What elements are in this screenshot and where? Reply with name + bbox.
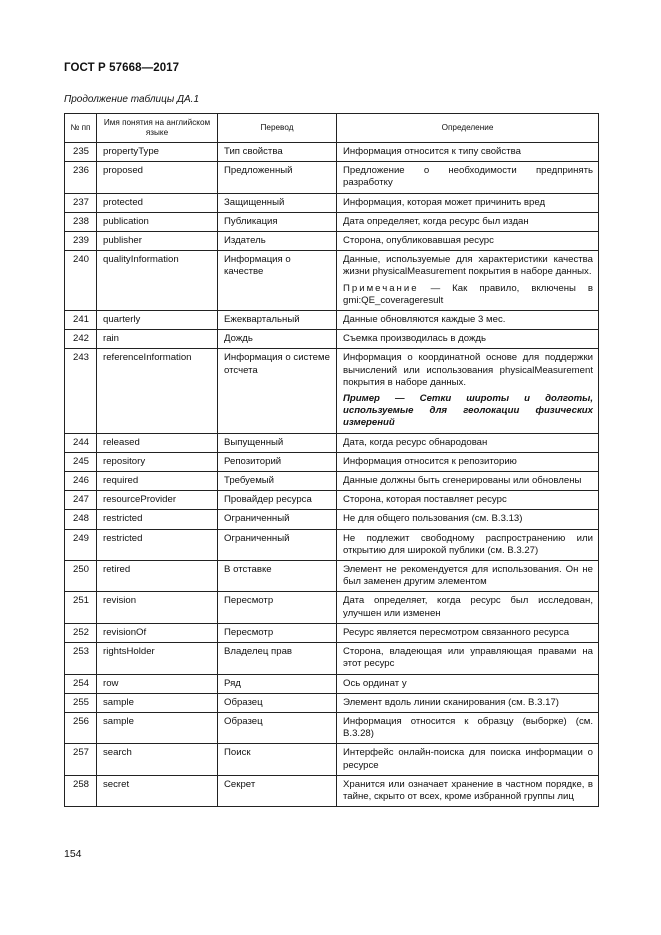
row-number: 244 [65,433,97,452]
row-number: 239 [65,232,97,251]
term-english: restricted [97,529,218,560]
term-english: rightsHolder [97,643,218,674]
term-english: search [97,744,218,775]
table-row [65,712,599,743]
term-english: revisionOf [97,623,218,642]
term-definition [337,529,599,560]
row-number: 257 [65,744,97,775]
term-english: propertyType [97,143,218,162]
term-english: restricted [97,510,218,529]
term-translation: Образец [218,693,337,712]
row-number: 237 [65,193,97,212]
definition-text: Данные обновляются каждые 3 мес. [343,314,506,326]
term-definition [337,330,599,349]
term-english: required [97,472,218,491]
definition-text: Хранится или означает хранение в частном порядке, в тайне, скрыто от всех, кроме избранной группы лиц [343,778,593,802]
term-translation: Образец [218,712,337,743]
table-row [65,330,599,349]
row-number: 236 [65,162,97,193]
term-translation: Выпущенный [218,433,337,452]
term-translation: Секрет [218,775,337,806]
table-row [65,232,599,251]
table-row [65,162,599,193]
term-english: revision [97,592,218,623]
row-number: 235 [65,143,97,162]
row-number: 242 [65,330,97,349]
term-english: referenceInformation [97,349,218,433]
definition-text: Дата определяет, когда ресурс был издан [343,215,529,227]
term-english: row [97,674,218,693]
term-definition [337,251,599,311]
page-number: 154 [64,848,82,860]
table-row [65,433,599,452]
term-definition [337,193,599,212]
table-row [65,693,599,712]
table-body [65,143,599,807]
term-english: released [97,433,218,452]
term-translation: Репозиторий [218,452,337,471]
table-row [65,561,599,592]
term-definition [337,433,599,452]
row-number: 238 [65,212,97,231]
term-definition [337,311,599,330]
table-row [65,775,599,806]
row-number: 250 [65,561,97,592]
term-definition [337,491,599,510]
term-definition [337,232,599,251]
row-number: 255 [65,693,97,712]
term-translation: Предложенный [218,162,337,193]
term-definition [337,592,599,623]
row-number: 253 [65,643,97,674]
row-number: 243 [65,349,97,433]
definition-text: Данные должны быть сгенерированы или обновлены [343,475,582,487]
table-caption: Продолжение таблицы ДА.1 [64,94,200,105]
term-translation: Владелец прав [218,643,337,674]
table-row [65,452,599,471]
term-translation: Ограниченный [218,510,337,529]
term-translation: Поиск [218,744,337,775]
row-number: 240 [65,251,97,311]
definition-text: Не для общего пользования (см. В.3.13) [343,513,523,525]
note-text: — Как правило, включены в gmi:QE_coverageresult [343,282,594,306]
term-translation: Провайдер ресурса [218,491,337,510]
term-translation: Информация о системе отсчета [218,349,337,433]
table-row [65,311,599,330]
term-definition [337,472,599,491]
term-english: quarterly [97,311,218,330]
term-definition [337,212,599,231]
note-label: Примечание [343,282,419,294]
definition-text: Информация о координатной основе для поддержки вычислений или использования physicalMeasurement покрытия в наборе данных. [343,352,593,388]
header-num: № пп [65,114,97,143]
definition-text: Предложение о необходимости предпринять разработку [343,165,593,189]
term-translation: Требуемый [218,472,337,491]
table-header-row [65,114,599,143]
term-definition [337,693,599,712]
row-number: 254 [65,674,97,693]
definition-text: Сторона, которая поставляет ресурс [343,494,507,506]
definition-text: Интерфейс онлайн-поиска для поиска информации о ресурсе [343,747,593,771]
row-number: 246 [65,472,97,491]
term-definition [337,623,599,642]
term-english: proposed [97,162,218,193]
table-row [65,193,599,212]
term-definition [337,674,599,693]
term-translation: Дождь [218,330,337,349]
terms-table [64,113,599,807]
term-english: resourceProvider [97,491,218,510]
definition-text: Дата определяет, когда ресурс был исследован, улучшен или изменен [343,595,593,619]
table-row [65,143,599,162]
row-number: 245 [65,452,97,471]
term-english: secret [97,775,218,806]
term-definition [337,510,599,529]
term-translation: Тип свойства [218,143,337,162]
definition-text: Элемент вдоль линии сканирования (см. В.3.17) [343,696,559,708]
row-number: 248 [65,510,97,529]
definition-text: Ось ординат y [343,677,407,689]
term-translation: Защищенный [218,193,337,212]
table-row [65,491,599,510]
term-definition [337,643,599,674]
table-row [65,643,599,674]
table-row [65,472,599,491]
term-definition [337,162,599,193]
table-row [65,674,599,693]
term-translation: Издатель [218,232,337,251]
definition-text: Данные, используемые для характеристики качества жизни physicalMeasurement покрытия в наборе данных. [343,254,593,278]
definition-text: Информация, которая может причинить вред [343,196,546,208]
definition-text: Ресурс является пересмотром связанного ресурса [343,626,570,638]
table-row [65,744,599,775]
header-english-name: Имя понятия на английском языке [97,114,218,143]
table-row [65,529,599,560]
table-row [65,349,599,433]
row-number: 247 [65,491,97,510]
term-translation: Пересмотр [218,592,337,623]
term-english: qualityInformation [97,251,218,311]
term-english: repository [97,452,218,471]
definition-text: Дата, когда ресурс обнародован [343,436,488,448]
row-number: 241 [65,311,97,330]
row-number: 252 [65,623,97,642]
term-english: rain [97,330,218,349]
header-definition: Определение [337,114,599,143]
header-translation: Перевод [218,114,337,143]
definition-text: Информация относится к образцу (выборке) (см. В.3.28) [343,715,593,740]
definition-text: Информация относится к типу свойства [343,146,521,157]
term-translation: Информация о качестве [218,251,337,311]
table-row [65,510,599,529]
term-english: publisher [97,232,218,251]
definition-text: Информация относится к репозиторию [343,455,517,467]
term-translation: Пересмотр [218,623,337,642]
term-english: publication [97,212,218,231]
term-definition [337,452,599,471]
term-translation: Ряд [218,674,337,693]
row-number: 249 [65,529,97,560]
term-english: sample [97,693,218,712]
term-english: sample [97,712,218,743]
row-number: 258 [65,775,97,806]
term-translation: Ежеквартальный [218,311,337,330]
table-row [65,212,599,231]
term-translation: Публикация [218,212,337,231]
table-row [65,592,599,623]
row-number: 256 [65,712,97,743]
term-definition [337,349,599,433]
term-translation: Ограниченный [218,529,337,560]
table-row [65,623,599,642]
definition-text: Съемка производилась в дождь [343,333,486,345]
term-english: protected [97,193,218,212]
document-code: ГОСТ Р 57668—2017 [64,62,180,74]
definition-text: Элемент не рекомендуется для использования. Он не был заменен другим элементом [343,564,593,588]
term-english: retired [97,561,218,592]
definition-text: Сторона, опубликовавшая ресурс [343,235,494,247]
term-definition [337,561,599,592]
term-definition [337,775,599,806]
definition-example: Пример — Сетки широты и долготы, используемые для геолокации физических измерений [343,393,593,429]
term-definition [337,143,599,162]
term-definition [337,712,599,743]
definition-text: Сторона, владеющая или управляющая правами на этот ресурс [343,646,593,670]
definition-note [343,283,593,307]
term-definition [337,744,599,775]
table-row [65,251,599,311]
row-number: 251 [65,592,97,623]
definition-text: Не подлежит свободному распространению или открытию для широкой публики (см. В.3.27) [343,532,593,556]
term-translation: В отставке [218,561,337,592]
